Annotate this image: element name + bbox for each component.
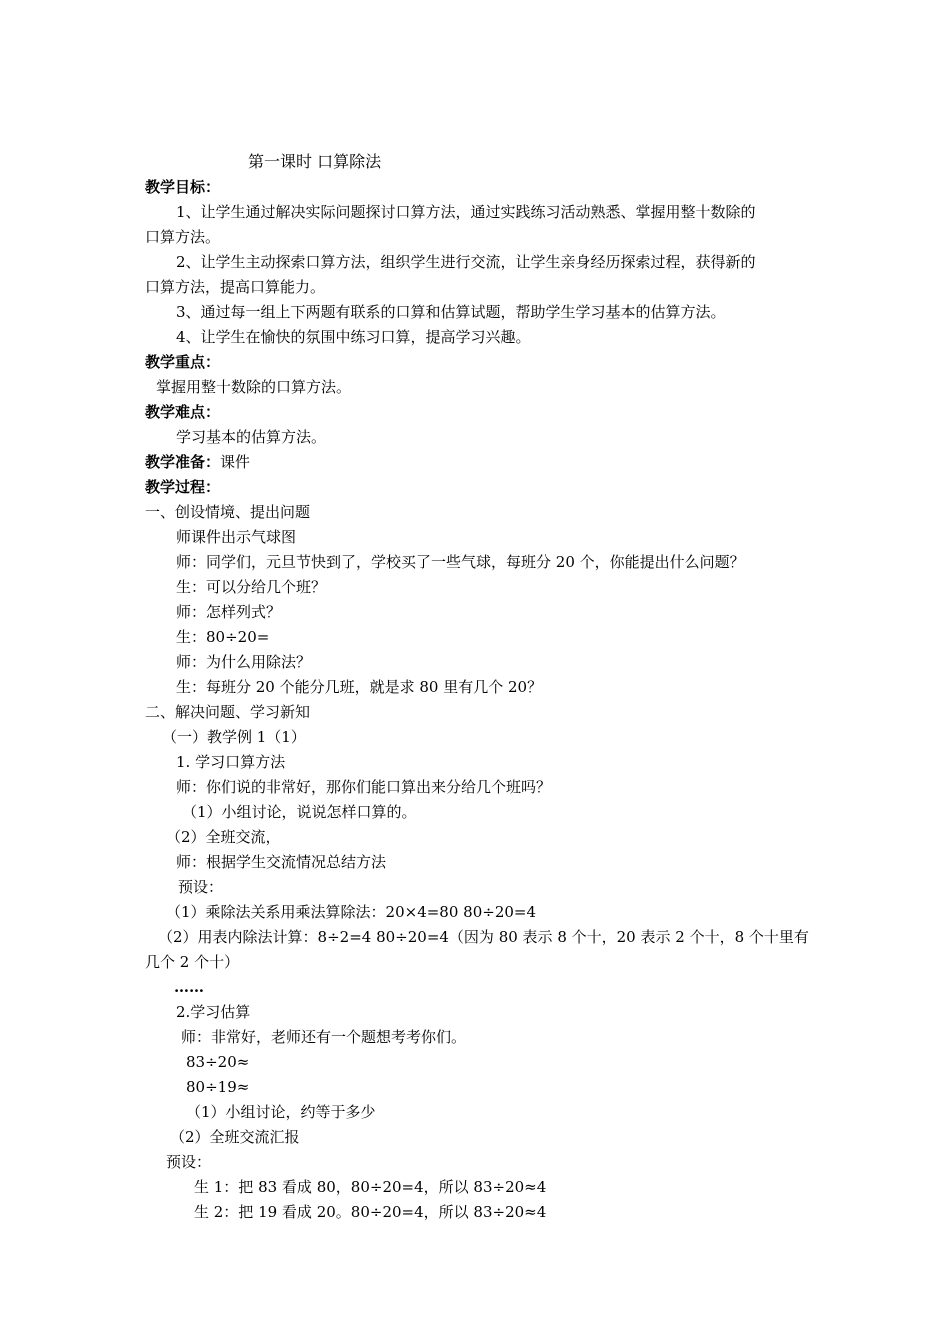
process-line: （1）乘除法关系用乘法算除法：20×4=80 80÷20=4 — [166, 903, 537, 921]
process-line: 几个 2 个十） — [145, 953, 240, 971]
process-line: 生 2：把 19 看成 20。80÷20=4，所以 83÷20≈4 — [194, 1203, 547, 1221]
preparation-line — [145, 452, 250, 472]
process-line: 预设： — [178, 878, 224, 896]
preparation-text: 课件 — [220, 453, 251, 471]
process-line: 师：非常好，老师还有一个题想考考你们。 — [181, 1028, 467, 1046]
process-line: （2）全班交流汇报 — [170, 1128, 300, 1146]
objective-1-cont: 口算方法。 — [145, 228, 221, 246]
section-1-heading: 一、创设情境、提出问题 — [145, 503, 311, 521]
process-line: 师：为什么用除法？ — [176, 653, 312, 671]
difficulty-text: 学习基本的估算方法。 — [176, 428, 327, 446]
objective-1: 1、让学生通过解决实际问题探讨口算方法，通过实践练习活动熟悉、掌握用整十数除的 — [176, 203, 756, 221]
heading-preparation: 教学准备： — [145, 453, 221, 471]
formula-line: 83÷20≈ — [186, 1053, 250, 1071]
process-line: （2）用表内除法计算：8÷2=4 80÷20=4（因为 80 表示 8 个十，20 表示 2 个十，8 个十里有 — [158, 928, 809, 946]
process-line: （1）小组讨论，说说怎样口算的。 — [182, 803, 417, 821]
process-line: 生：80÷20= — [176, 628, 270, 646]
process-line: 生：每班分 20 个能分几班，就是求 80 里有几个 20？ — [176, 678, 543, 696]
heading-process: 教学过程： — [145, 478, 221, 496]
process-line: （2）全班交流， — [166, 828, 281, 846]
objective-3: 3、通过每一组上下两题有联系的口算和估算试题，帮助学生学习基本的估算方法。 — [176, 303, 726, 321]
objective-4: 4、让学生在愉快的氛围中练习口算，提高学习兴趣。 — [176, 328, 531, 346]
process-line: 预设： — [166, 1153, 212, 1171]
process-line: 师课件出示气球图 — [176, 528, 297, 546]
subsection-heading: （一）教学例 1（1） — [162, 728, 306, 746]
process-line: 生：可以分给几个班？ — [176, 578, 327, 596]
key-point-text: 掌握用整十数除的口算方法。 — [156, 378, 352, 396]
process-line: 1. 学习口算方法 — [176, 753, 286, 771]
process-line: 师：根据学生交流情况总结方法 — [176, 853, 387, 871]
process-line: 2.学习估算 — [176, 1003, 251, 1021]
process-line: 生 1：把 83 看成 80，80÷20=4，所以 83÷20≈4 — [194, 1178, 547, 1196]
process-line: （1）小组讨论，约等于多少 — [186, 1103, 376, 1121]
objective-2: 2、让学生主动探索口算方法，组织学生进行交流，让学生亲身经历探索过程，获得新的 — [176, 253, 756, 271]
objective-2-cont: 口算方法，提高口算能力。 — [145, 278, 326, 296]
process-line: 师：怎样列式？ — [176, 603, 282, 621]
ellipsis: …… — [174, 978, 204, 996]
process-line: 师：你们说的非常好，那你们能口算出来分给几个班吗？ — [176, 778, 552, 796]
formula-line: 80÷19≈ — [186, 1078, 250, 1096]
heading-difficulties: 教学难点： — [145, 403, 221, 421]
process-line: 师：同学们，元旦节快到了，学校买了一些气球，每班分 20 个，你能提出什么问题？ — [176, 553, 745, 571]
heading-key-points: 教学重点： — [145, 353, 221, 371]
page-title: 第一课时 口算除法 — [248, 152, 382, 171]
section-2-heading: 二、解决问题、学习新知 — [145, 703, 311, 721]
heading-objectives: 教学目标： — [145, 178, 221, 196]
